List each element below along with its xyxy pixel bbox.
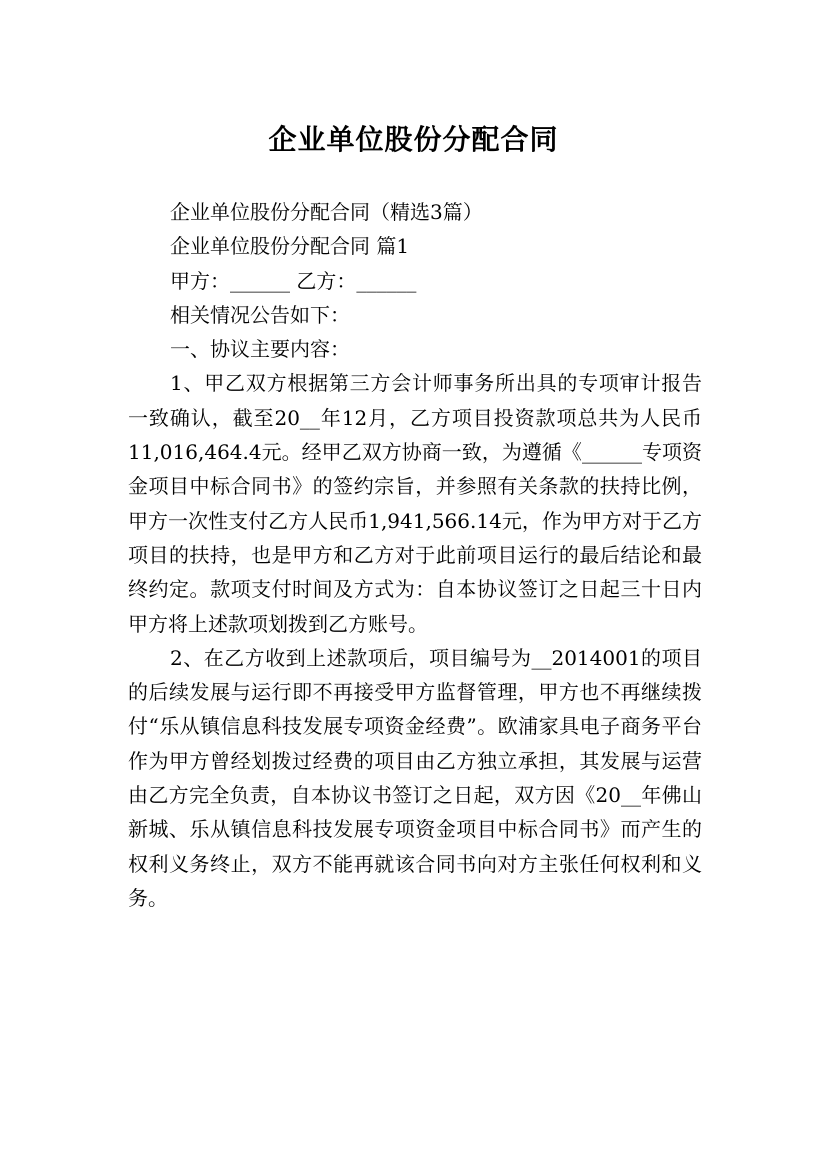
announcement-line: 相关情况公告如下：	[170, 302, 350, 327]
document-body	[128, 195, 702, 915]
section-heading: 企业单位股份分配合同 篇1	[170, 234, 410, 259]
document-title: 企业单位股份分配合同	[268, 122, 559, 156]
document-subtitle: 企业单位股份分配合同（精选3篇）	[170, 200, 483, 224]
clause-paragraph-2: 2、在乙方收到上述款项后，项目编号为__2014001的项目的后续发展与运行即不再接受甲方监督管理，甲方也不再继续拨付“乐从镇信息科技发展专项资金经费”。欧浦家具电子商务平台作为甲方曾经划拨过经费的项目由乙方独立承担，其发展与运营由乙方完全负责，自本协议书签订之日起，双方因《20__年佛山新城、乐从镇信息科技发展专项资金项目中标合同书》而产生的权利义务终止，双方不能再就该合同书向对方主张任何权利和义务。	[128, 645, 702, 910]
parties-line: 甲方：______ 乙方：______	[170, 268, 417, 293]
clause-heading: 一、协议主要内容：	[170, 337, 350, 362]
clause-paragraph-1: 1、甲乙双方根据第三方会计师事务所出具的专项审计报告一致确认，截至20__年12月，乙方项目投资款项总共为人民币11,016,464.4元。经甲乙双方协商一致，为遵循《______专项资金项目中标合同书》的签约宗旨，并参照有关条款的扶持比例，甲方一次性支付乙方人民币1,941,566.14元，作为甲方对于乙方项目的扶持，也是甲方和乙方对于此前项目运行的最后结论和最终约定。款项支付时间及方式为：自本协议签订之日起三十日内甲方将上述款项划拨到乙方账号。	[128, 371, 702, 636]
